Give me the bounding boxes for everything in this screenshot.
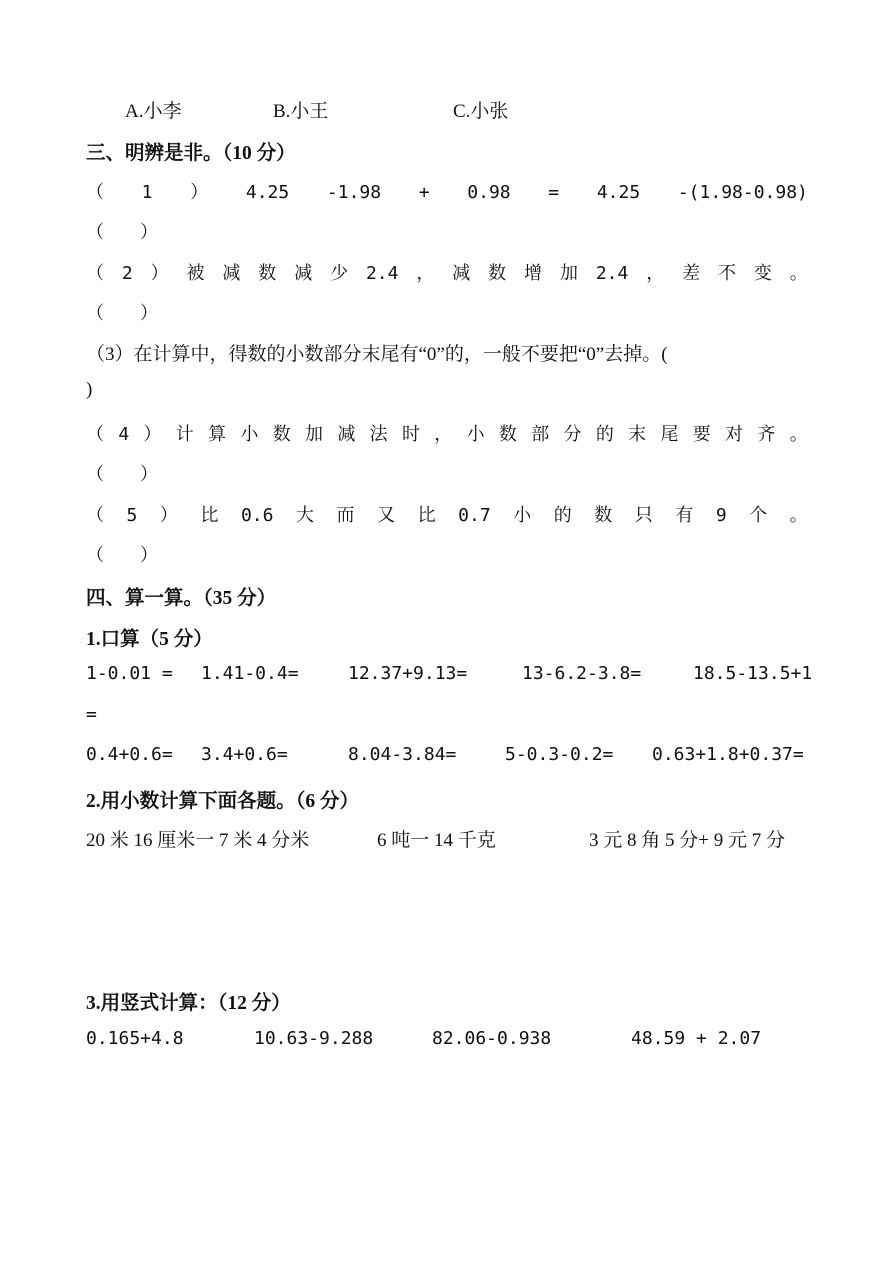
vertical-calc-item: 82.06-0.938: [432, 1028, 552, 1049]
choice-c: C.小张: [453, 101, 509, 122]
judge-token: 法: [369, 424, 388, 445]
judge-token: -1.98: [326, 182, 382, 203]
judge-token: 9: [715, 505, 727, 526]
judge-token: 数: [272, 424, 291, 445]
judge-token: 少: [330, 263, 349, 284]
judge-token: =: [548, 182, 560, 203]
judge-token: 要: [692, 424, 711, 445]
judge-item-5-paren: （ ）: [86, 545, 158, 566]
judge-token: 末: [628, 424, 647, 445]
judge-token: 2: [121, 263, 133, 284]
judge-token: 5: [126, 505, 138, 526]
oral-item: 0.63+1.8+0.37=: [652, 744, 804, 765]
oral-item: 12.37+9.13=: [348, 663, 468, 684]
judge-token: 减: [294, 263, 313, 284]
oral-item: 1.41-0.4=: [201, 663, 299, 684]
judge-token: ）: [159, 505, 178, 526]
oral-row-1-cont: =: [86, 704, 97, 725]
judge-token: 比: [417, 505, 436, 526]
judge-token: （: [86, 505, 104, 526]
judge-token: 大: [296, 505, 315, 526]
judge-token: 0.7: [458, 505, 491, 526]
judge-token: 。: [789, 505, 808, 526]
judge-token: （: [86, 263, 104, 284]
judge-token: 比: [200, 505, 219, 526]
choice-a: A.小李: [125, 101, 182, 122]
unit-calc-item: 3 元 8 角 5 分+ 9 元 7 分: [589, 830, 785, 851]
judge-token: 数: [488, 263, 507, 284]
judge-token: 又: [377, 505, 396, 526]
judge-token: ）: [143, 424, 162, 445]
judge-token: 的: [553, 505, 572, 526]
judge-token: 1: [141, 182, 153, 203]
part3-title: 3.用竖式计算：（12 分）: [86, 993, 291, 1014]
judge-token: 。: [789, 424, 808, 445]
oral-item: 3.4+0.6=: [201, 744, 288, 765]
part1-title: 1.口算（5 分）: [86, 629, 213, 650]
oral-item: 1-0.01 =: [86, 663, 173, 684]
oral-item: 5-0.3-0.2=: [505, 744, 614, 765]
judge-token: 只: [634, 505, 653, 526]
judge-token: 小: [466, 424, 485, 445]
oral-item: 8.04-3.84=: [348, 744, 457, 765]
judge-token: 被: [186, 263, 205, 284]
vertical-calc-item: 10.63-9.288: [254, 1028, 374, 1049]
judge-token: ，: [416, 263, 435, 284]
judge-token: 增: [524, 263, 543, 284]
judge-token: 数: [498, 424, 517, 445]
judge-token: 的: [595, 424, 614, 445]
judge-token: 计: [175, 424, 194, 445]
judge-token: 2.4: [365, 263, 399, 284]
judge-token: ）: [150, 263, 169, 284]
section4-title: 四、算一算。（35 分）: [86, 588, 277, 609]
judge-token: 数: [594, 505, 613, 526]
judge-token: ）: [190, 182, 209, 203]
judge-token: 差: [682, 263, 701, 284]
judge-token: 加: [559, 263, 578, 284]
section3-title: 三、明辨是非。（10 分）: [86, 143, 296, 164]
vertical-calc-item: 48.59 + 2.07: [631, 1028, 762, 1049]
judge-token: 不: [718, 263, 737, 284]
judge-item-1: [86, 178, 808, 204]
judge-item-2-paren: （ ）: [86, 303, 158, 324]
vertical-calc-item: 0.165+4.8: [86, 1028, 184, 1049]
choice-b: B.小王: [273, 101, 329, 122]
judge-token: 减: [337, 424, 356, 445]
judge-token: 算: [208, 424, 227, 445]
judge-token: 小: [240, 424, 259, 445]
judge-token: 减: [452, 263, 471, 284]
oral-item: 18.5-13.5+1: [693, 663, 813, 684]
unit-calc-item: 6 吨一 14 千克: [377, 830, 496, 851]
judge-token: 减: [222, 263, 241, 284]
judge-token: +: [418, 182, 430, 203]
judge-token: ，: [646, 263, 665, 284]
judge-token: 部: [531, 424, 550, 445]
judge-token: 4.25: [245, 182, 290, 203]
unit-calc-item: 20 米 16 厘米一 7 米 4 分米: [86, 830, 310, 851]
judge-token: 数: [258, 263, 277, 284]
judge-token: 0.98: [467, 182, 511, 203]
judge-item-4-paren: （ ）: [86, 464, 158, 485]
judge-token: 而: [336, 505, 355, 526]
judge-token: 变: [753, 263, 772, 284]
judge-token: 4: [118, 424, 130, 445]
judge-token: 分: [563, 424, 582, 445]
judge-token: 4.25: [596, 182, 641, 203]
judge-token: 个: [749, 505, 768, 526]
judge-token: 小: [513, 505, 532, 526]
judge-token: 有: [675, 505, 694, 526]
judge-item-5: [86, 501, 808, 527]
judge-item-3: （3）在计算中，得数的小数部分末尾有“0”的，一般不要把“0”去掉。(: [86, 344, 668, 365]
judge-item-3-cont: ): [86, 379, 93, 400]
judge-item-2: [86, 259, 808, 285]
judge-token: 2.4: [595, 263, 629, 284]
oral-item: 0.4+0.6=: [86, 744, 173, 765]
judge-token: 0.6: [240, 505, 274, 526]
judge-token: （: [86, 182, 104, 203]
oral-item: 13-6.2-3.8=: [522, 663, 642, 684]
judge-token: 对: [725, 424, 744, 445]
judge-token: （: [86, 424, 104, 445]
judge-item-1-paren: （ ）: [86, 222, 158, 243]
judge-token: 加: [305, 424, 324, 445]
judge-token: -(1.98-0.98): [677, 182, 808, 203]
judge-token: 时: [401, 424, 420, 445]
judge-token: 齐: [757, 424, 776, 445]
judge-token: ，: [434, 424, 453, 445]
judge-token: 尾: [660, 424, 679, 445]
part2-title: 2.用小数计算下面各题。（6 分）: [86, 791, 360, 812]
judge-item-4: [86, 420, 808, 446]
judge-token: 。: [789, 263, 808, 284]
